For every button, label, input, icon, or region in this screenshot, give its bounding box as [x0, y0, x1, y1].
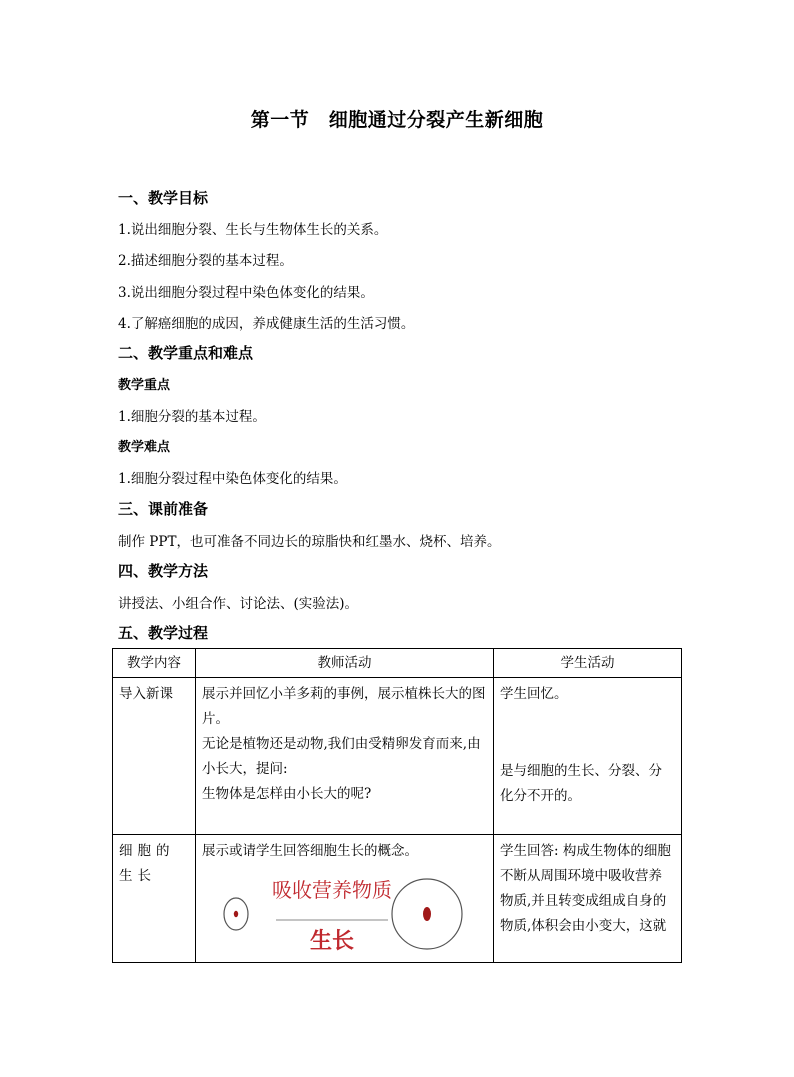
key-point-label: 教学重点	[118, 378, 171, 393]
key-point-item: 1.细胞分裂的基本过程。	[118, 409, 266, 425]
figure-label-growth: 生长	[309, 929, 355, 954]
student-text: 是与细胞的生长、分裂、分化分不开的。	[500, 763, 662, 804]
difficult-point-item: 1.细胞分裂过程中染色体变化的结果。	[118, 471, 347, 487]
methods-text: 讲授法、小组合作、讨论法、(实验法)。	[118, 596, 359, 612]
small-cell-nucleus	[234, 911, 238, 917]
table-header-row	[113, 649, 682, 678]
section-heading-preparation: 三、课前准备	[118, 500, 209, 518]
teacher-text: 展示或请学生回答细胞生长的概念。	[202, 843, 418, 859]
table-header-cell: 学生活动	[494, 649, 682, 678]
objective-item: 2.描述细胞分裂的基本过程。	[118, 253, 293, 269]
figure-label-absorb: 吸收营养物质	[272, 878, 392, 902]
teacher-text: 展示并回忆小羊多莉的事例，展示植株长大的图片。	[202, 686, 486, 727]
objective-item: 3.说出细胞分裂过程中染色体变化的结果。	[118, 285, 374, 301]
large-cell-nucleus	[423, 907, 431, 921]
table-cell-teacher	[196, 835, 494, 963]
table-header-cell: 教学内容	[113, 649, 196, 678]
teacher-text: 无论是植物还是动物,我们由受精卵发育而来,由小长大，提问:	[202, 736, 481, 777]
table-cell-student	[494, 678, 682, 835]
objective-item: 1.说出细胞分裂、生长与生物体生长的关系。	[118, 222, 388, 238]
difficult-point-label: 教学难点	[118, 440, 171, 455]
section-heading-key-points: 二、教学重点和难点	[118, 344, 254, 362]
section-heading-objectives: 一、教学目标	[118, 189, 209, 207]
page-title: 第一节 细胞通过分裂产生新细胞	[250, 109, 544, 131]
student-text: 学生回忆。	[500, 686, 568, 702]
table-cell-student: 学生回答: 构成生物体的细胞不断从周围环境中吸收营养物质,并且转变成组成自身的物质,体积会由小变大，这就	[494, 835, 682, 963]
section-heading-methods: 四、教学方法	[118, 562, 209, 580]
table-row	[113, 835, 682, 963]
cell-growth-diagram	[202, 868, 472, 958]
process-table	[112, 648, 682, 963]
section-heading-process: 五、教学过程	[118, 624, 209, 642]
table-cell-teacher	[196, 678, 494, 835]
table-row	[113, 678, 682, 835]
preparation-text: 制作 PPT，也可准备不同边长的琼脂快和红墨水、烧杯、培养。	[118, 534, 501, 550]
objective-item: 4.了解癌细胞的成因，养成健康生活的生活习惯。	[118, 316, 415, 332]
cell-growth-figure	[202, 868, 487, 958]
table-header-cell: 教师活动	[196, 649, 494, 678]
table-cell-content: 细胞的生长	[113, 835, 196, 963]
table-cell-content: 导入新课	[113, 678, 196, 835]
teacher-text: 生物体是怎样由小长大的呢?	[202, 786, 372, 802]
